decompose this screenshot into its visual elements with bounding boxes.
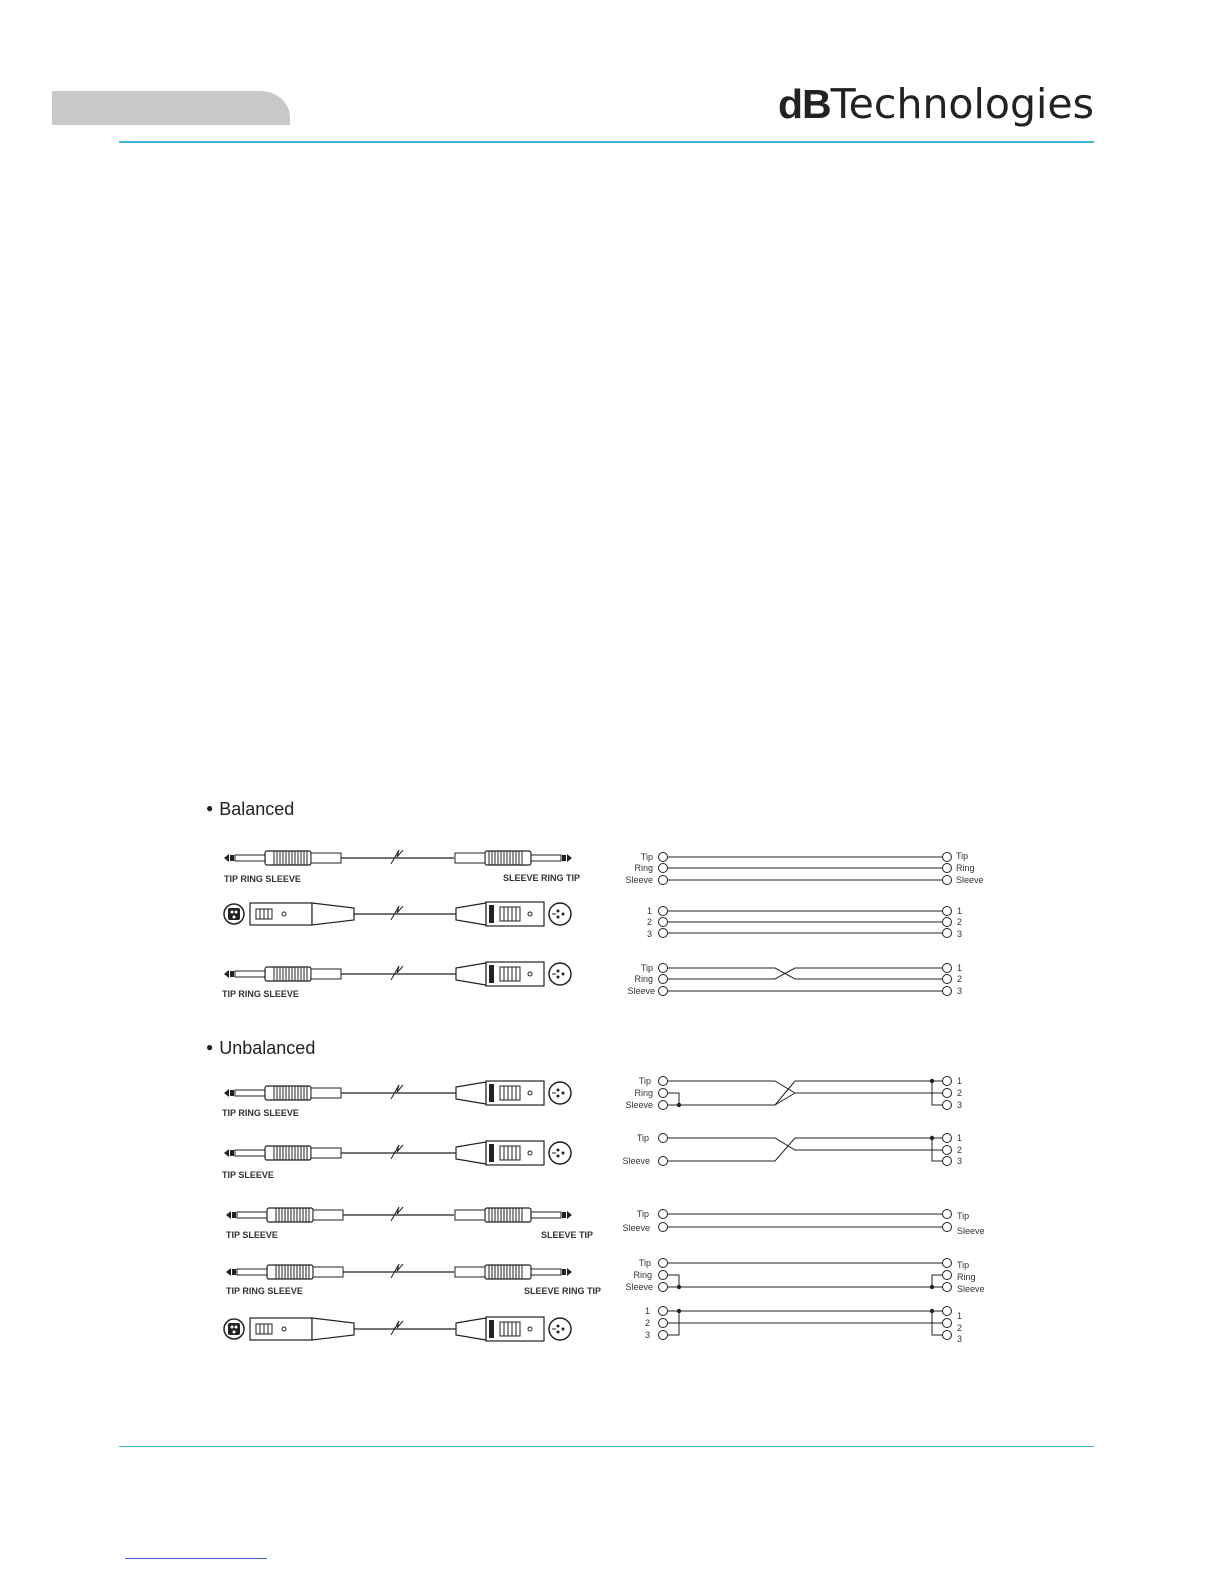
pin-label: Ring (634, 974, 653, 984)
bullet-icon: ● (206, 801, 214, 815)
pin-label: Sleeve (622, 1223, 650, 1233)
pin-label: 1 (957, 906, 963, 916)
connector-label: TIP SLEEVE (222, 1170, 274, 1180)
pin-label: Ring (957, 1272, 976, 1282)
wiring-lines (667, 857, 943, 1335)
pin-label: 2 (957, 1323, 963, 1333)
pin-label: 1 (957, 1311, 963, 1321)
pin-label: Sleeve (625, 875, 653, 885)
pin-label: Tip (957, 1260, 970, 1270)
pin-label: 1 (646, 906, 652, 916)
pin-label: Sleeve (957, 1284, 985, 1294)
connector-label: TIP RING SLEEVE (222, 1108, 299, 1118)
unbalanced-cable-4 (226, 1264, 572, 1279)
pin-label: 3 (957, 1156, 963, 1166)
pin-label: 1 (957, 963, 963, 973)
pin-circles (659, 853, 952, 1340)
bullet-icon: ● (206, 1040, 214, 1054)
footer-rule (119, 1446, 1094, 1447)
pin-label: 2 (646, 917, 652, 927)
connector-label: TIP RING SLEEVE (226, 1286, 303, 1296)
pin-label: 3 (957, 929, 963, 939)
pin-label: Sleeve (625, 1100, 653, 1110)
balanced-title-text: Balanced (219, 799, 295, 819)
pin-label: 1 (957, 1076, 963, 1086)
unbalanced-cable-1 (224, 1081, 571, 1105)
pin-label: 3 (957, 1334, 963, 1344)
pin-label: 2 (644, 1318, 650, 1328)
pin-label: Sleeve (622, 1156, 650, 1166)
pin-label: 3 (957, 1100, 963, 1110)
connector-label: SLEEVE RING TIP (502, 873, 580, 883)
connector-label: TIP SLEEVE (226, 1230, 278, 1240)
pin-label: 3 (644, 1330, 650, 1340)
pin-label: Ring (956, 863, 975, 873)
pin-label: 2 (957, 1145, 963, 1155)
pin-label: Ring (634, 1088, 653, 1098)
junction-dots (677, 1079, 934, 1313)
balanced-cable-2 (224, 902, 571, 926)
pin-label: 1 (957, 1133, 963, 1143)
pin-label: Tip (638, 1258, 651, 1268)
pin-label: Tip (956, 851, 969, 861)
connector-label: TIP RING SLEEVE (224, 874, 301, 884)
pin-label: Sleeve (956, 875, 984, 885)
pin-label: 3 (957, 986, 963, 996)
connector-label: TIP RING SLEEVE (222, 989, 299, 999)
balanced-cable-1 (224, 850, 572, 865)
pin-label: Tip (636, 1133, 649, 1143)
pin-label: Sleeve (627, 986, 655, 996)
pin-label: Tip (636, 1209, 649, 1219)
pin-label: Ring (634, 863, 653, 873)
unbalanced-cable-5 (224, 1317, 571, 1341)
logo-prefix: dB (777, 81, 831, 127)
pin-label: Ring (633, 1270, 652, 1280)
footer-link-underline (125, 1558, 267, 1559)
pin-label: Sleeve (625, 1282, 653, 1292)
pin-label: Tip (957, 1211, 970, 1221)
unbalanced-title-text: Unbalanced (219, 1038, 316, 1058)
unbalanced-cable-3 (226, 1207, 572, 1222)
pin-label: Sleeve (957, 1226, 985, 1236)
connector-label: SLEEVE TIP (540, 1230, 593, 1240)
pin-label: Tip (640, 963, 653, 973)
pin-label: 2 (957, 1088, 963, 1098)
pin-label: Tip (640, 852, 653, 862)
pin-label: Tip (638, 1076, 651, 1086)
pin-label: 1 (644, 1306, 650, 1316)
pin-label: 3 (646, 929, 652, 939)
pin-label: 2 (957, 917, 963, 927)
connector-label: SLEEVE RING TIP (523, 1286, 601, 1296)
pin-label: 2 (957, 974, 963, 984)
logo-suffix: Technologies (830, 80, 1094, 128)
unbalanced-cable-2 (224, 1141, 571, 1165)
balanced-cable-3 (224, 962, 571, 986)
